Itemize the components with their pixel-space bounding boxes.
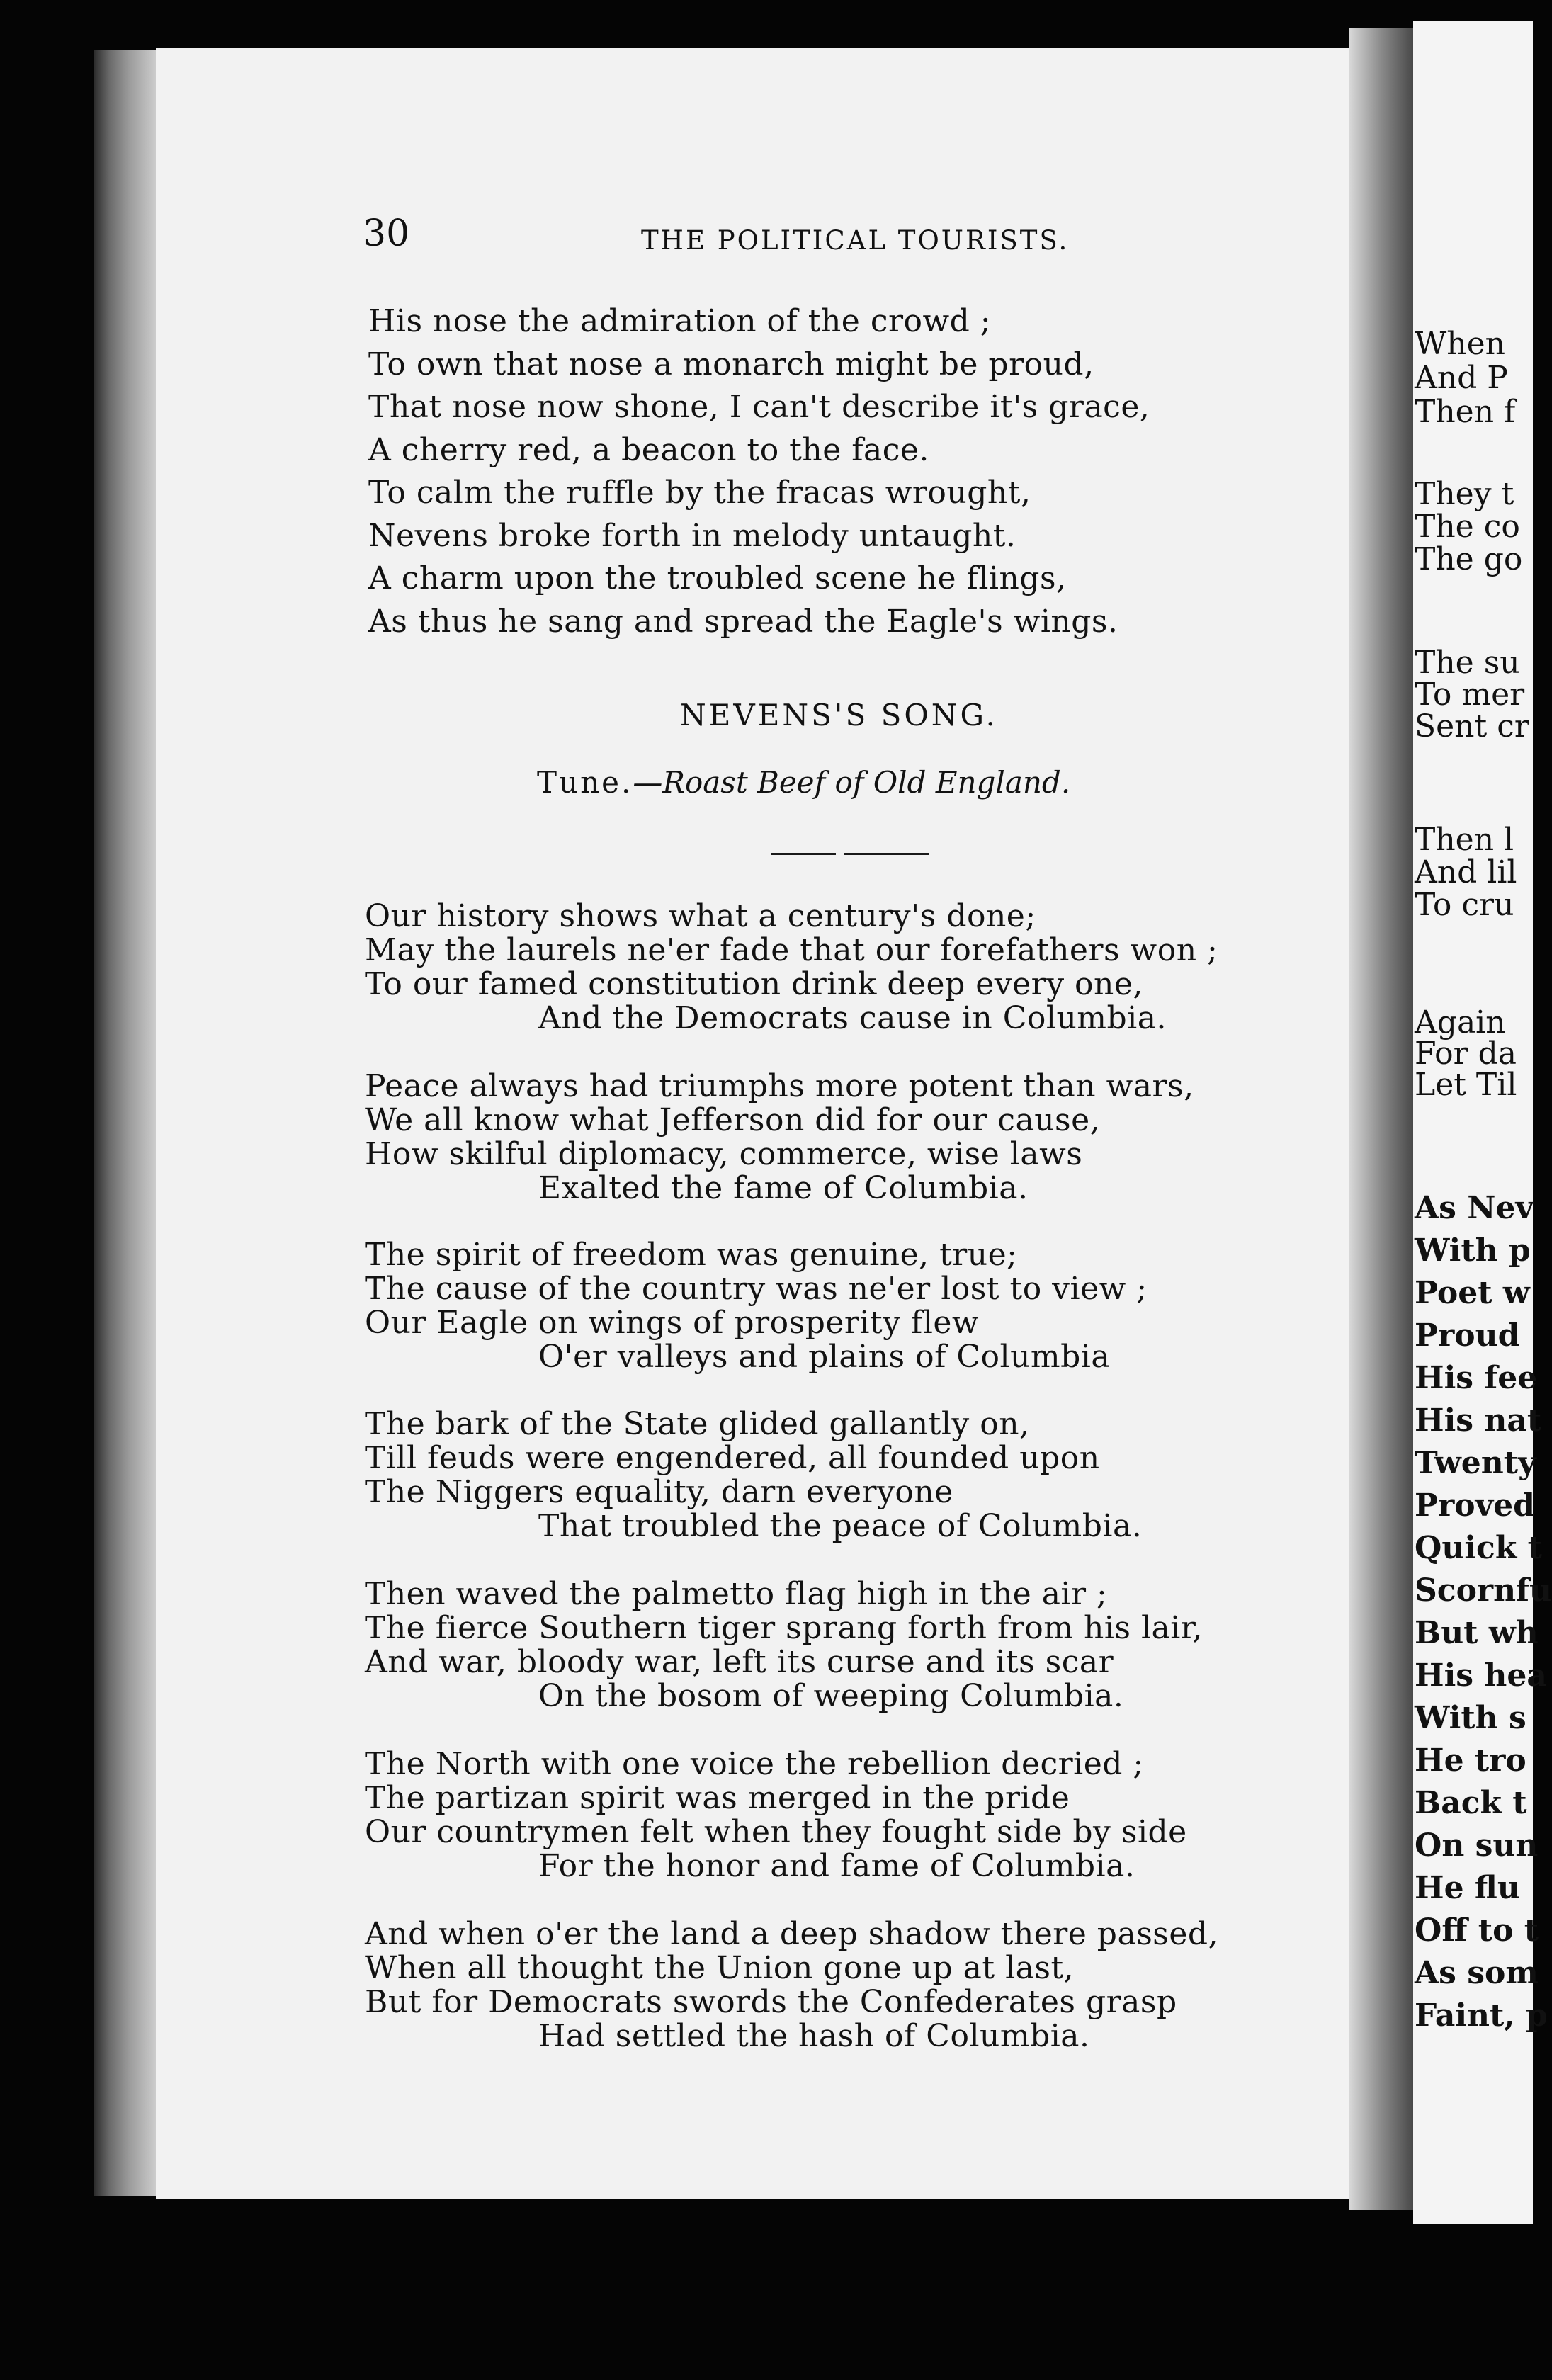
intro-line: To calm the ruffle by the fracas wrought, [368,475,1031,511]
facing-line-fragment: To cru [1415,887,1514,923]
song-line: Had settled the hash of Columbia. [538,2018,1090,2054]
facing-line-fragment: And P [1415,360,1508,396]
facing-line-fragment: His fee [1415,1360,1538,1396]
song-title: NEVENS'S SONG. [680,698,998,732]
song-line: O'er valleys and plains of Columbia [538,1339,1111,1375]
facing-line-fragment: Then l [1415,822,1514,858]
facing-line-fragment: With p [1415,1232,1531,1269]
intro-line: That nose now shone, I can't describe it's grace, [368,389,1150,425]
song-line: And when o'er the land a deep shadow there passed, [365,1916,1219,1952]
song-line: And war, bloody war, left its curse and its scar [365,1644,1114,1680]
song-line: When all thought the Union gone up at last, [365,1950,1075,1986]
song-line: Our history shows what a century's done; [365,898,1036,934]
song-line: But for Democrats swords the Confederates grasp [365,1984,1177,2020]
gutter-shadow [1349,28,1420,2210]
facing-line-fragment: Quick t [1415,1530,1542,1566]
facing-page [1413,21,1552,2224]
song-line: Our countrymen felt when they fought side by side [365,1814,1187,1850]
song-line: Exalted the fame of Columbia. [538,1170,1029,1206]
facing-line-fragment: He tro [1415,1742,1526,1779]
intro-line: His nose the admiration of the crowd ; [368,303,992,339]
facing-line-fragment: Sent cr [1415,708,1529,744]
facing-line-fragment: His hea [1415,1658,1547,1694]
song-line: Then waved the palmetto flag high in the air ; [365,1576,1108,1612]
facing-line-fragment: And lil [1415,854,1517,890]
song-line: How skilful diplomacy, commerce, wise laws [365,1136,1083,1172]
facing-line-fragment: Let Til [1415,1067,1517,1103]
facing-line-fragment: Twenty [1415,1445,1536,1481]
title-rule-right [844,853,929,855]
page-edge [94,50,157,2196]
facing-line-fragment: To mer [1415,676,1525,713]
song-line: Our Eagle on wings of prosperity flew [365,1305,980,1341]
facing-line-fragment: Again [1415,1004,1506,1041]
song-line: Peace always had triumphs more potent than wars, [365,1068,1194,1104]
facing-line-fragment: Faint, p [1415,1998,1548,2034]
tune-name: —Roast Beef of Old England. [633,765,1071,800]
song-line: That troubled the peace of Columbia. [538,1508,1143,1544]
song-line: For the honor and fame of Columbia. [538,1848,1135,1884]
facing-line-fragment: They t [1415,476,1514,512]
facing-line-fragment: Proud [1415,1318,1520,1354]
intro-line: To own that nose a monarch might be proud, [368,346,1094,382]
facing-line-fragment: Scornfu [1415,1572,1552,1609]
intro-line: As thus he sang and spread the Eagle's wings. [368,603,1118,640]
song-line: Till feuds were engendered, all founded upon [365,1440,1100,1476]
running-title: THE POLITICAL TOURISTS. [641,225,1070,256]
facing-line-fragment: When [1415,326,1505,362]
song-line: The partizan spirit was merged in the pride [365,1780,1070,1816]
facing-line-fragment: Poet w [1415,1275,1530,1311]
facing-line-fragment: As Nev [1415,1190,1534,1226]
song-tune [537,765,1070,800]
song-line: The bark of the State glided gallantly on, [365,1406,1030,1442]
facing-line-fragment: Off to t [1415,1912,1539,1949]
intro-line: A cherry red, a beacon to the face. [368,431,929,468]
facing-line-fragment: The go [1415,541,1523,577]
facing-line-fragment: Proved [1415,1488,1535,1524]
facing-line-fragment: Then f [1415,394,1516,430]
facing-line-fragment: His nat [1415,1402,1542,1439]
song-line: To our famed constitution drink deep every one, [365,966,1143,1002]
facing-line-fragment: As som [1415,1955,1539,1991]
facing-line-fragment: On sun [1415,1828,1539,1864]
song-line: And the Democrats cause in Columbia. [538,1000,1167,1036]
facing-line-fragment: The su [1415,645,1520,681]
facing-line-fragment: For da [1415,1036,1517,1072]
song-line: On the bosom of weeping Columbia. [538,1678,1124,1714]
facing-line-fragment: But wh [1415,1615,1539,1651]
song-line: The Niggers equality, darn everyone [365,1474,953,1510]
facing-line-fragment: Back t [1415,1785,1527,1821]
song-line: The cause of the country was ne'er lost to view ; [365,1271,1148,1307]
page-number: 30 [363,212,410,255]
song-line: The North with one voice the rebellion decried ; [365,1746,1144,1782]
facing-line-fragment: With s [1415,1700,1526,1736]
title-rule-left [771,853,836,855]
intro-line: A charm upon the troubled scene he flings, [368,560,1067,596]
song-line: The fierce Southern tiger sprang forth from his lair, [365,1610,1203,1646]
facing-line-fragment: The co [1415,509,1520,545]
song-line: May the laurels ne'er fade that our forefathers won ; [365,932,1218,968]
tune-label: Tune. [537,765,633,800]
facing-line-fragment: He flu [1415,1870,1520,1906]
intro-line: Nevens broke forth in melody untaught. [368,517,1016,554]
song-line: The spirit of freedom was genuine, true; [365,1237,1018,1273]
song-line: We all know what Jefferson did for our cause, [365,1102,1101,1138]
